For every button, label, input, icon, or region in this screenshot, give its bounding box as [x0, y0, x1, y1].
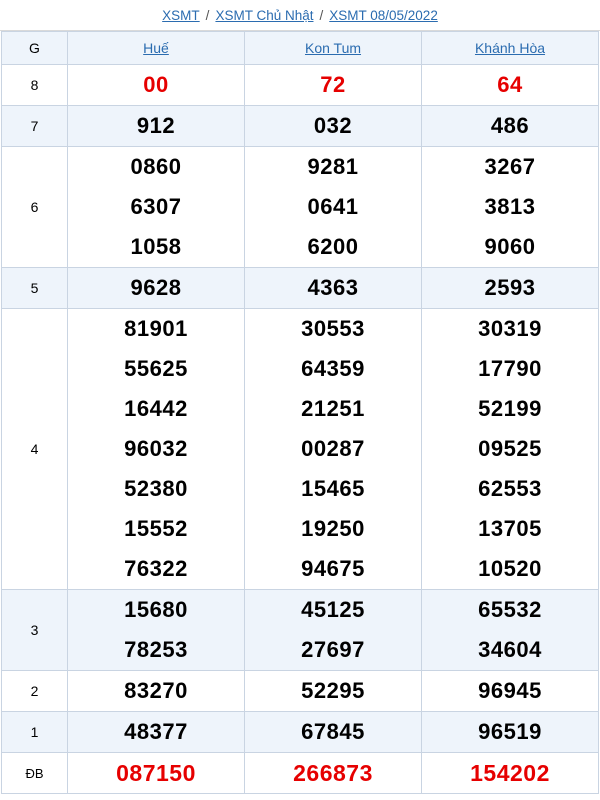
prize-cell	[245, 753, 422, 794]
prize-number: 4363	[307, 275, 359, 300]
prize-cell	[245, 712, 422, 753]
prize-number: 09525	[478, 436, 542, 461]
prize-number: 087150	[116, 759, 196, 786]
breadcrumb	[0, 0, 600, 31]
prize-number: 94675	[301, 556, 365, 581]
prize-number: 9628	[130, 275, 182, 300]
prize-label: 3	[2, 590, 68, 671]
header-province-kon-tum	[245, 32, 422, 65]
prize-label: 4	[2, 309, 68, 590]
prize-number: 67845	[301, 719, 365, 744]
prize-number: 72	[320, 72, 346, 97]
prize-number: 2593	[484, 275, 536, 300]
prize-cell	[68, 753, 245, 794]
prize-number: 3267	[484, 154, 536, 179]
prize-number: 30319	[478, 316, 542, 341]
prize-number: 9281	[307, 154, 359, 179]
province-link-hue[interactable]: Huế	[143, 40, 169, 56]
prize-number: 64	[497, 72, 523, 97]
prize-number: 00287	[301, 436, 365, 461]
prize-number: 64359	[301, 356, 365, 381]
province-link-kon-tum[interactable]: Kon Tum	[304, 40, 362, 56]
header-row	[2, 32, 599, 65]
prize-cell	[422, 268, 599, 309]
breadcrumb-link-xsmt-chu-nhat[interactable]: XSMT Chủ Nhật	[215, 7, 314, 23]
prize-cell	[422, 712, 599, 753]
prize-number: 15465	[301, 476, 365, 501]
results-table	[1, 31, 599, 794]
prize-number: 486	[490, 113, 530, 138]
prize-number: 6200	[307, 234, 359, 259]
prize-number: 45125	[301, 597, 365, 622]
prize-cell	[422, 671, 599, 712]
prize-label: 2	[2, 671, 68, 712]
prize-number: 13705	[478, 516, 542, 541]
header-province-hue	[68, 32, 245, 65]
prize-number: 9060	[484, 234, 536, 259]
prize-label: ĐB	[2, 753, 68, 794]
prize-label: 6	[2, 147, 68, 268]
prize-number: 30553	[301, 316, 365, 341]
prize-number: 21251	[301, 396, 365, 421]
prize-label: 7	[2, 106, 68, 147]
prize-number: 96032	[124, 436, 188, 461]
prize-number: 3813	[484, 194, 536, 219]
prize-number: 96519	[478, 719, 542, 744]
prize-cell	[245, 268, 422, 309]
prize-number: 15680	[124, 597, 188, 622]
prize-number: 52199	[478, 396, 542, 421]
table-row	[2, 712, 599, 753]
prize-number: 62553	[478, 476, 542, 501]
prize-number: 154202	[470, 759, 550, 786]
prize-number: 96945	[478, 678, 542, 703]
table-header	[2, 32, 599, 65]
prize-number: 1058	[130, 234, 182, 259]
header-province-khanh-hoa	[422, 32, 599, 65]
prize-number: 6307	[130, 194, 182, 219]
prize-cell	[68, 106, 245, 147]
prize-cell	[68, 309, 245, 590]
province-link-khanh-hoa[interactable]: Khánh Hòa	[474, 40, 546, 56]
prize-number: 83270	[124, 678, 188, 703]
table-row	[2, 590, 599, 671]
prize-cell	[68, 671, 245, 712]
prize-cell	[422, 65, 599, 106]
prize-cell	[68, 147, 245, 268]
prize-cell	[245, 671, 422, 712]
breadcrumb-separator-1: /	[205, 7, 210, 23]
prize-cell	[245, 147, 422, 268]
prize-number: 65532	[478, 597, 542, 622]
prize-number: 00	[143, 72, 169, 97]
prize-number: 34604	[478, 637, 542, 662]
table-row	[2, 268, 599, 309]
prize-number: 55625	[124, 356, 188, 381]
prize-number: 52295	[301, 678, 365, 703]
prize-number: 266873	[293, 759, 373, 786]
prize-cell	[68, 268, 245, 309]
prize-label: 1	[2, 712, 68, 753]
prize-number: 15552	[124, 516, 188, 541]
prize-number: 81901	[124, 316, 188, 341]
prize-number: 0641	[307, 194, 359, 219]
prize-number: 48377	[124, 719, 188, 744]
table-body	[2, 65, 599, 794]
breadcrumb-link-xsmt-date[interactable]: XSMT 08/05/2022	[329, 7, 438, 23]
prize-number: 912	[136, 113, 176, 138]
prize-label: 5	[2, 268, 68, 309]
breadcrumb-separator-2: /	[319, 7, 324, 23]
prize-cell	[245, 65, 422, 106]
prize-number: 78253	[124, 637, 188, 662]
prize-number: 0860	[130, 154, 182, 179]
prize-number: 52380	[124, 476, 188, 501]
prize-number: 10520	[478, 556, 542, 581]
prize-cell	[68, 712, 245, 753]
prize-number: 16442	[124, 396, 188, 421]
prize-cell	[245, 106, 422, 147]
header-prize-column: G	[2, 32, 68, 65]
prize-number: 76322	[124, 556, 188, 581]
table-row	[2, 309, 599, 590]
table-row	[2, 753, 599, 794]
prize-cell	[68, 65, 245, 106]
prize-cell	[245, 590, 422, 671]
prize-number: 19250	[301, 516, 365, 541]
prize-number: 27697	[301, 637, 365, 662]
prize-number: 17790	[478, 356, 542, 381]
prize-cell	[422, 106, 599, 147]
table-row	[2, 65, 599, 106]
prize-number: 032	[313, 113, 353, 138]
prize-cell	[245, 309, 422, 590]
prize-label: 8	[2, 65, 68, 106]
prize-cell	[422, 753, 599, 794]
prize-cell	[422, 590, 599, 671]
breadcrumb-link-xsmt[interactable]: XSMT	[162, 7, 200, 23]
table-row	[2, 106, 599, 147]
prize-cell	[68, 590, 245, 671]
prize-cell	[422, 309, 599, 590]
table-row	[2, 671, 599, 712]
table-row	[2, 147, 599, 268]
prize-cell	[422, 147, 599, 268]
